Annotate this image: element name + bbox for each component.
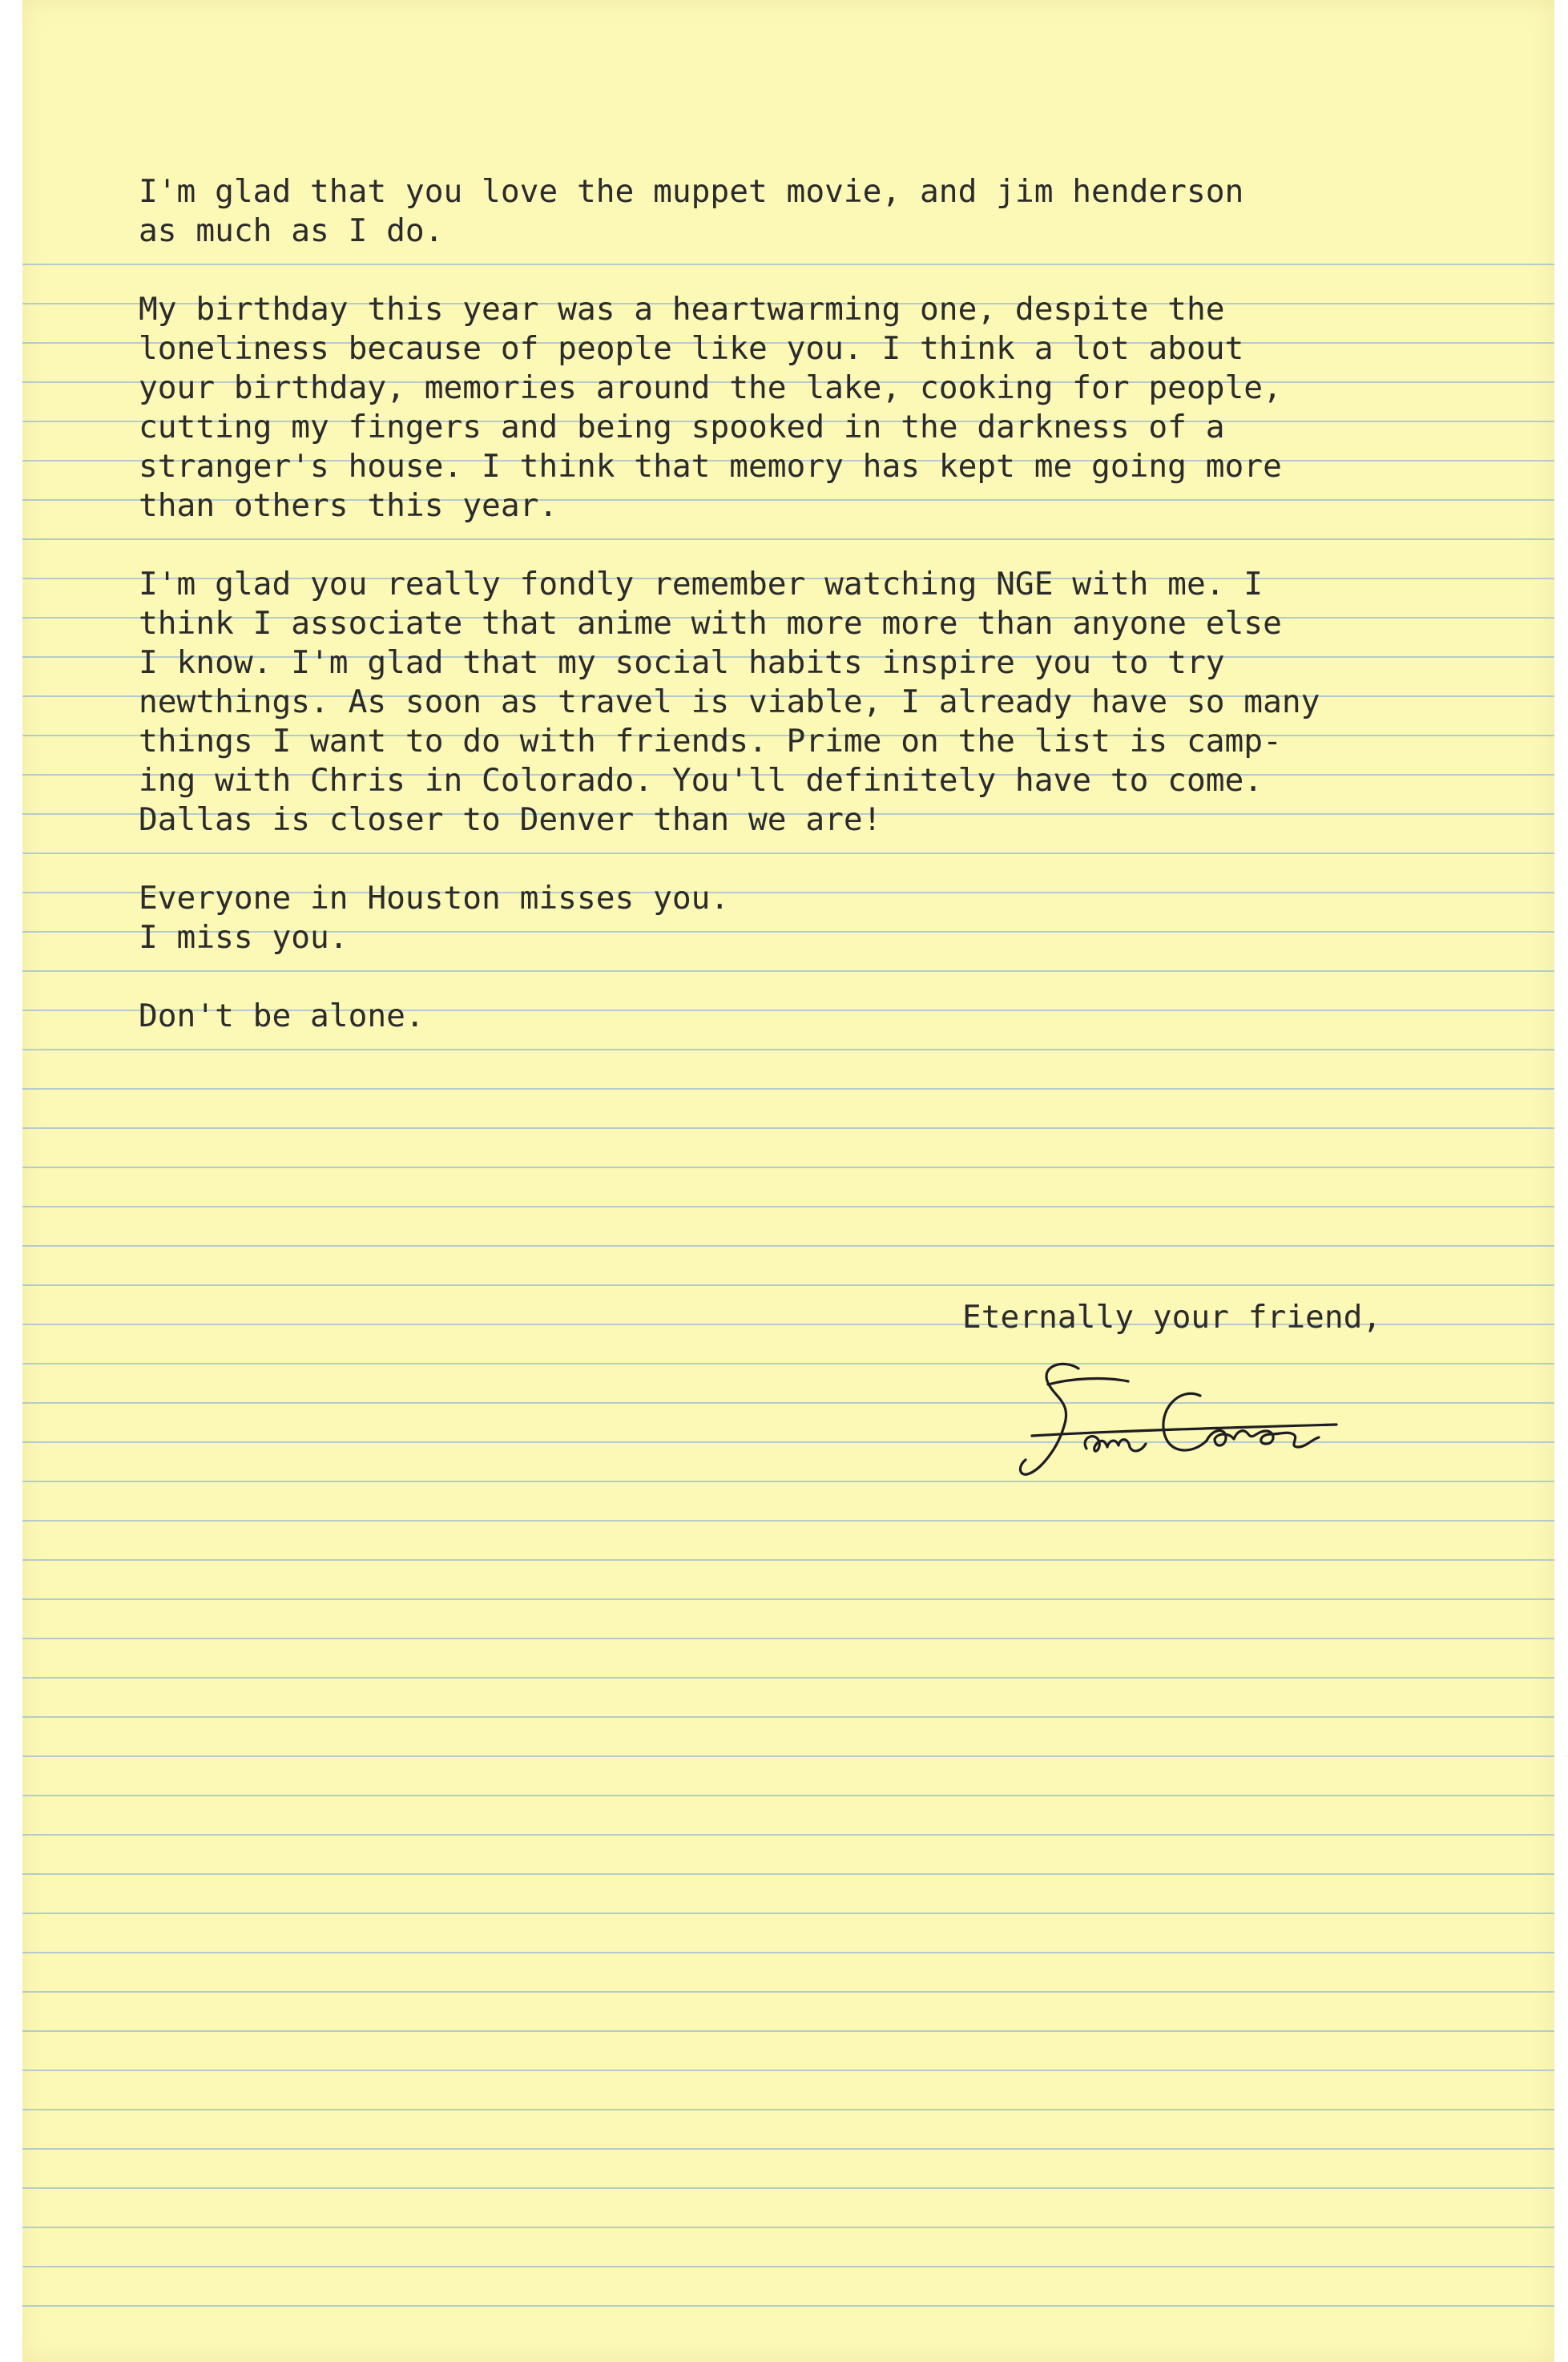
letter-line: as much as I do. [139, 212, 444, 249]
letter-closing: Eternally your friend, [962, 1299, 1382, 1336]
blank-line [139, 957, 1501, 997]
letter-line: ing with Chris in Colorado. You'll definitely have to come. [139, 762, 1264, 799]
letter-line: think I associate that anime with more more than anyone else [139, 605, 1282, 642]
letter-line: I miss you. [139, 919, 349, 956]
blank-line [139, 251, 1501, 290]
letter-line: Don't be alone. [139, 998, 425, 1034]
letter-line: loneliness because of people like you. I think a lot about [139, 330, 1244, 367]
letter-line: I know. I'm glad that my social habits inspire you to try [139, 644, 1225, 681]
letter-sheet [22, 0, 1554, 2362]
letter-line: things I want to do with friends. Prime on the list is camp- [139, 723, 1282, 760]
letter-line: Everyone in Houston misses you. [139, 880, 730, 917]
letter-line: stranger's house. I think that memory has kept me going more [139, 448, 1282, 485]
letter-body [139, 172, 1501, 1036]
letter-line: I'm glad that you love the muppet movie, and jim henderson [139, 173, 1244, 210]
blank-line [139, 526, 1501, 565]
letter-line: your birthday, memories around the lake, cooking for people, [139, 369, 1282, 406]
letter-line: I'm glad you really fondly remember watching NGE with me. I [139, 566, 1264, 603]
handwritten-signature [1016, 1354, 1385, 1482]
letter-line: My birthday this year was a heartwarming one, despite the [139, 291, 1225, 328]
letter-line: newthings. As soon as travel is viable, I already have so many [139, 683, 1320, 720]
letter-line: cutting my fingers and being spooked in the darkness of a [139, 409, 1225, 445]
letter-line: Dallas is closer to Denver than we are! [139, 801, 882, 838]
letter-line: than others this year. [139, 487, 558, 524]
blank-line [139, 840, 1501, 879]
